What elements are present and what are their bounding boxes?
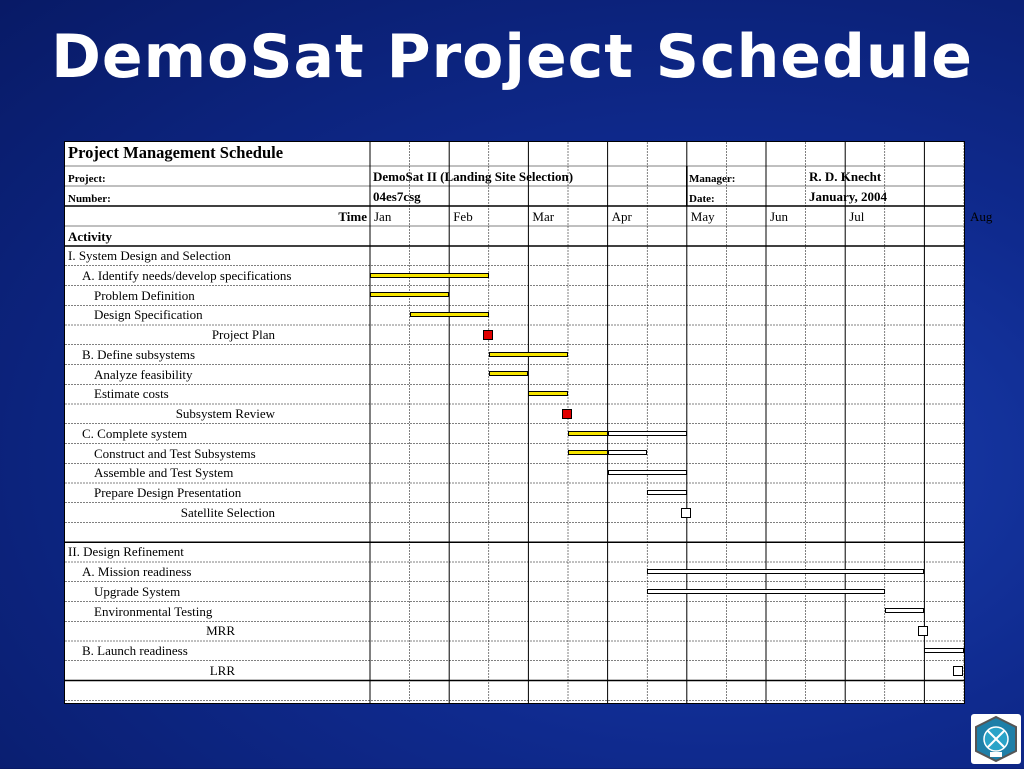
gantt-bar [924,648,964,653]
activity-label: A. Identify needs/develop specifications [82,267,292,283]
gantt-milestone [681,508,691,518]
gantt-bar [489,352,568,357]
gantt-milestone [953,666,963,676]
activity-label: Design Specification [94,307,203,323]
manager-label: Manager: [689,173,736,185]
activity-label: Activity [68,229,113,244]
schedule-heading: Project Management Schedule [68,143,284,162]
gantt-bar [647,589,885,594]
activity-label: LRR [209,662,235,678]
gantt-bar-remaining [608,450,648,455]
month-label-jan: Jan [374,209,392,224]
gantt-bar-complete [568,431,608,436]
activity-label: Estimate costs [94,386,169,402]
activity-label: Assemble and Test System [94,465,234,481]
gantt-bar [528,391,568,396]
activity-label: Analyze feasibility [94,366,193,382]
month-label-feb: Feb [453,209,473,224]
activity-label: Construct and Test Subsystems [94,445,256,461]
activity-label: MRR [206,623,235,639]
gantt-bar [410,312,489,317]
school-seal-logo [971,714,1021,764]
month-label-aug: Aug [970,209,993,224]
number-label: Number: [68,193,111,205]
activity-label: I. System Design and Selection [68,248,231,263]
month-label-jun: Jun [770,209,789,224]
number-value: 04es7csg [373,189,421,204]
gantt-bar [647,490,687,495]
activity-label: Satellite Selection [180,504,275,520]
gantt-milestone [483,330,493,340]
gantt-milestone [562,409,572,419]
month-label-apr: Apr [611,209,632,224]
gantt-bar-remaining [608,431,687,436]
activity-label: II. Design Refinement [68,544,184,560]
month-label-mar: Mar [532,209,555,224]
slide-title: DemoSat Project Schedule [51,22,973,92]
activity-label: B. Define subsystems [82,346,196,362]
gantt-bar [489,371,529,376]
gantt-bar-complete [568,450,608,455]
gantt-milestone [918,626,928,636]
activity-label: Project Plan [211,327,275,342]
project-label: Project: [68,173,106,185]
project-value: DemoSat II (Landing Site Selection) [373,169,574,184]
activity-label: A. Mission readiness [82,564,192,579]
month-label-may: May [690,209,715,224]
activity-label: Environmental Testing [94,603,213,619]
month-label-jul: Jul [849,209,865,224]
gantt-bar [608,470,687,475]
manager-value: R. D. Knecht [809,169,882,184]
gantt-bar [370,273,489,278]
activity-label: Problem Definition [94,287,195,303]
activity-label: Prepare Design Presentation [94,485,242,500]
schedule-sheet [64,141,993,704]
gantt-bar [885,608,925,613]
time-label: Time [338,209,367,224]
gantt-bar [647,569,924,574]
gantt-bar [370,292,449,297]
activity-rows [65,142,964,703]
activity-label: C. Complete system [82,425,188,441]
activity-label: B. Launch readiness [82,643,188,658]
activity-label: Subsystem Review [175,406,275,421]
date-value: January, 2004 [809,189,888,204]
date-label: Date: [689,193,715,205]
activity-label: Upgrade System [94,583,181,599]
